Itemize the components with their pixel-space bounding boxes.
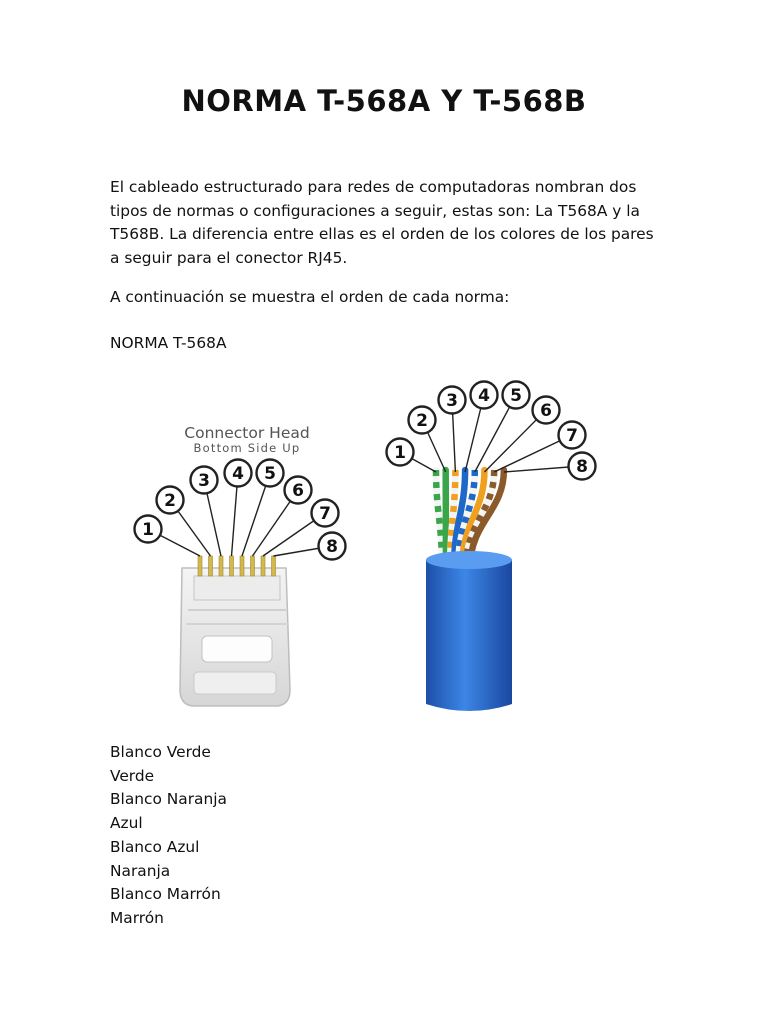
pin-number-badge [569,453,596,480]
pin-number-label: 2 [164,491,176,511]
pin-number-label: 3 [446,391,458,411]
plug-contact-block [194,576,280,600]
pin-number-label: 8 [576,457,588,477]
pin-number-label: 6 [540,401,552,421]
wire-color-item: Naranja [110,861,171,880]
plug-pin [272,556,276,576]
pin-number-badge [439,387,466,414]
pin-number-badge [471,382,498,409]
plug-pin [219,556,223,576]
plug-pin [240,556,244,576]
cable-with-wires [387,382,596,712]
pin-number-badge [191,467,218,494]
wire-color-item: Blanco Marrón [110,885,221,904]
wire-color-item: Blanco Naranja [110,790,227,809]
plug-latch [194,672,276,694]
wire-color-item: Azul [110,814,143,833]
pin-number-badge [257,460,284,487]
pin-number-badge [503,382,530,409]
pin-number-label: 8 [326,537,338,557]
pin-number-badge [409,407,436,434]
connector-head [135,424,346,706]
pin-number-label: 2 [416,411,428,431]
plug-latch-window [202,636,272,662]
wire-color-item: Marrón [110,908,164,927]
pin-number-badge [157,487,184,514]
pin-number-label: 7 [319,504,331,524]
rj45-wiring-figure [110,372,610,722]
pin-number-badge [319,533,346,560]
pin-number-label: 1 [394,443,406,463]
wire-color-list [110,741,227,931]
page-title: NORMA T-568A Y T-568B [181,84,587,118]
plug-pin [230,556,234,576]
connector-title-label: Connector Head [184,424,310,442]
section-heading: NORMA T-568A [110,334,227,352]
pin-number-label: 4 [478,386,490,406]
pin-number-label: 4 [232,464,244,484]
wire-color-item: Blanco Verde [110,743,211,761]
pin-number-label: 3 [198,471,210,491]
lead-paragraph: A continuación se muestra el orden de cada norma: [110,288,510,306]
wire-color-item: Verde [110,766,155,785]
plug-pin [198,556,202,576]
plug-pin [209,556,213,576]
pin-number-label: 5 [264,464,276,484]
wire-color-item: Blanco Azul [110,837,200,856]
pin-number-label: 6 [292,481,304,501]
rj45-wiring-diagram [110,372,610,722]
pin-number-badge [225,460,252,487]
plug-pin [261,556,265,576]
pin-number-badge [533,397,560,424]
pin-number-badge [312,500,339,527]
pin-number-badge [387,439,414,466]
pin-number-label: 7 [566,426,578,446]
cable-jacket [426,560,512,711]
pin-number-label: 1 [142,520,154,540]
pin-number-badge [559,422,586,449]
connector-subtitle-label: Bottom Side Up [193,441,301,455]
pin-number-badge [285,477,312,504]
intro-paragraph: El cableado estructurado para redes de computadoras nombran dos tipos de normas o configuraciones a seguir, estas son: La T568A y la T568B. La diferencia entre ellas es el orden de los colores de los pares a seguir para el conector RJ45. [110,178,654,267]
connector-pin-badges [135,460,346,560]
cable-jacket-top [426,551,512,569]
pin-number-badge [135,516,162,543]
plug-pin [251,556,255,576]
pin-number-label: 5 [510,386,522,406]
